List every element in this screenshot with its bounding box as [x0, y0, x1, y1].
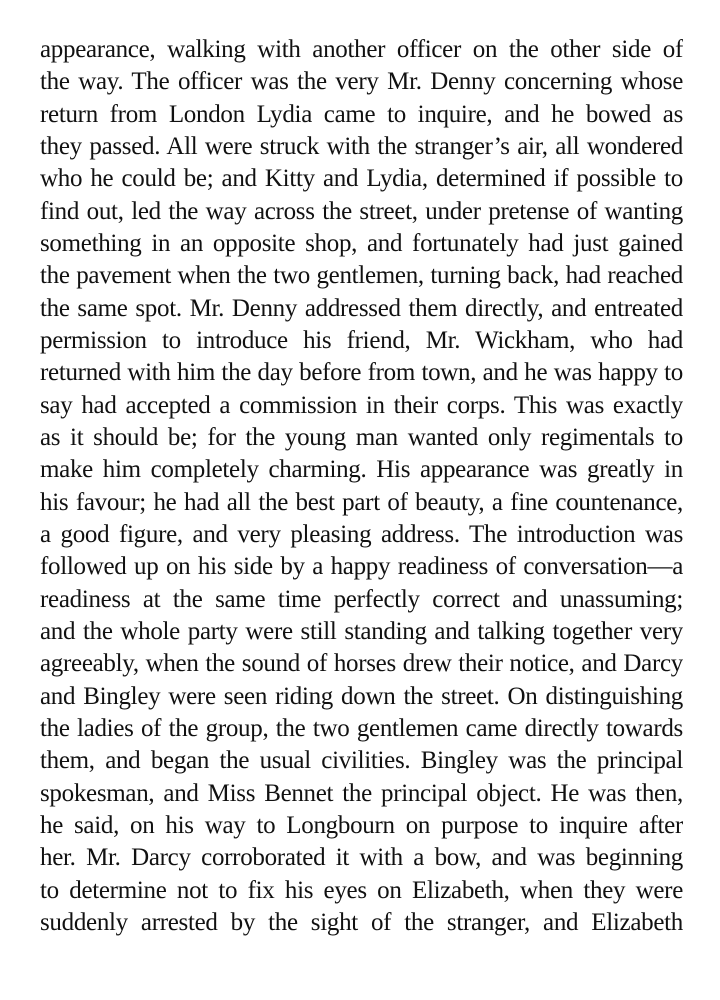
text-line: her. Mr. Darcy corroborated it with a bow, and was beginning	[40, 844, 683, 872]
text-line: return from London Lydia came to inquire, and he bowed as	[40, 100, 683, 128]
text-line: the way. The officer was the very Mr. Denny concerning whose	[40, 68, 683, 96]
text-line: permission to introduce his friend, Mr. Wickham, who had	[40, 326, 683, 354]
text-line: the ladies of the group, the two gentlemen came directly towards	[40, 714, 683, 742]
text-line: they passed. All were struck with the stranger’s air, all wondered	[40, 132, 683, 160]
text-line: spokesman, and Miss Bennet the principal object. He was then,	[40, 779, 683, 807]
text-line: them, and began the usual civilities. Bingley was the principal	[40, 747, 683, 775]
text-line: make him completely charming. His appearance was greatly in	[40, 456, 683, 484]
text-line: followed up on his side by a happy readiness of conversation—a	[40, 553, 683, 581]
text-line: returned with him the day before from town, and he was happy to	[40, 359, 683, 387]
text-line: a good figure, and very pleasing address. The introduction was	[40, 520, 683, 548]
text-line: say had accepted a commission in their corps. This was exactly	[40, 391, 683, 419]
text-line: he said, on his way to Longbourn on purpose to inquire after	[40, 811, 683, 839]
text-line: as it should be; for the young man wanted only regimentals to	[40, 423, 683, 451]
page-text-block	[40, 34, 683, 974]
text-line: to determine not to fix his eyes on Elizabeth, when they were	[40, 876, 683, 904]
text-line: and the whole party were still standing and talking together very	[40, 617, 683, 645]
text-line: suddenly arrested by the sight of the stranger, and Elizabeth	[40, 908, 683, 936]
text-line: readiness at the same time perfectly correct and unassuming;	[40, 585, 683, 613]
text-line: find out, led the way across the street, under pretense of wanting	[40, 197, 683, 225]
text-line: something in an opposite shop, and fortunately had just gained	[40, 229, 683, 257]
text-line: the same spot. Mr. Denny addressed them directly, and entreated	[40, 294, 683, 322]
text-line: agreeably, when the sound of horses drew their notice, and Darcy	[40, 650, 683, 678]
text-line: the pavement when the two gentlemen, turning back, had reached	[40, 262, 683, 290]
text-line: his favour; he had all the best part of beauty, a fine countenance,	[40, 488, 683, 516]
text-line: and Bingley were seen riding down the street. On distinguishing	[40, 682, 683, 710]
text-line: who he could be; and Kitty and Lydia, determined if possible to	[40, 165, 683, 193]
text-line: appearance, walking with another officer on the other side of	[40, 36, 683, 63]
